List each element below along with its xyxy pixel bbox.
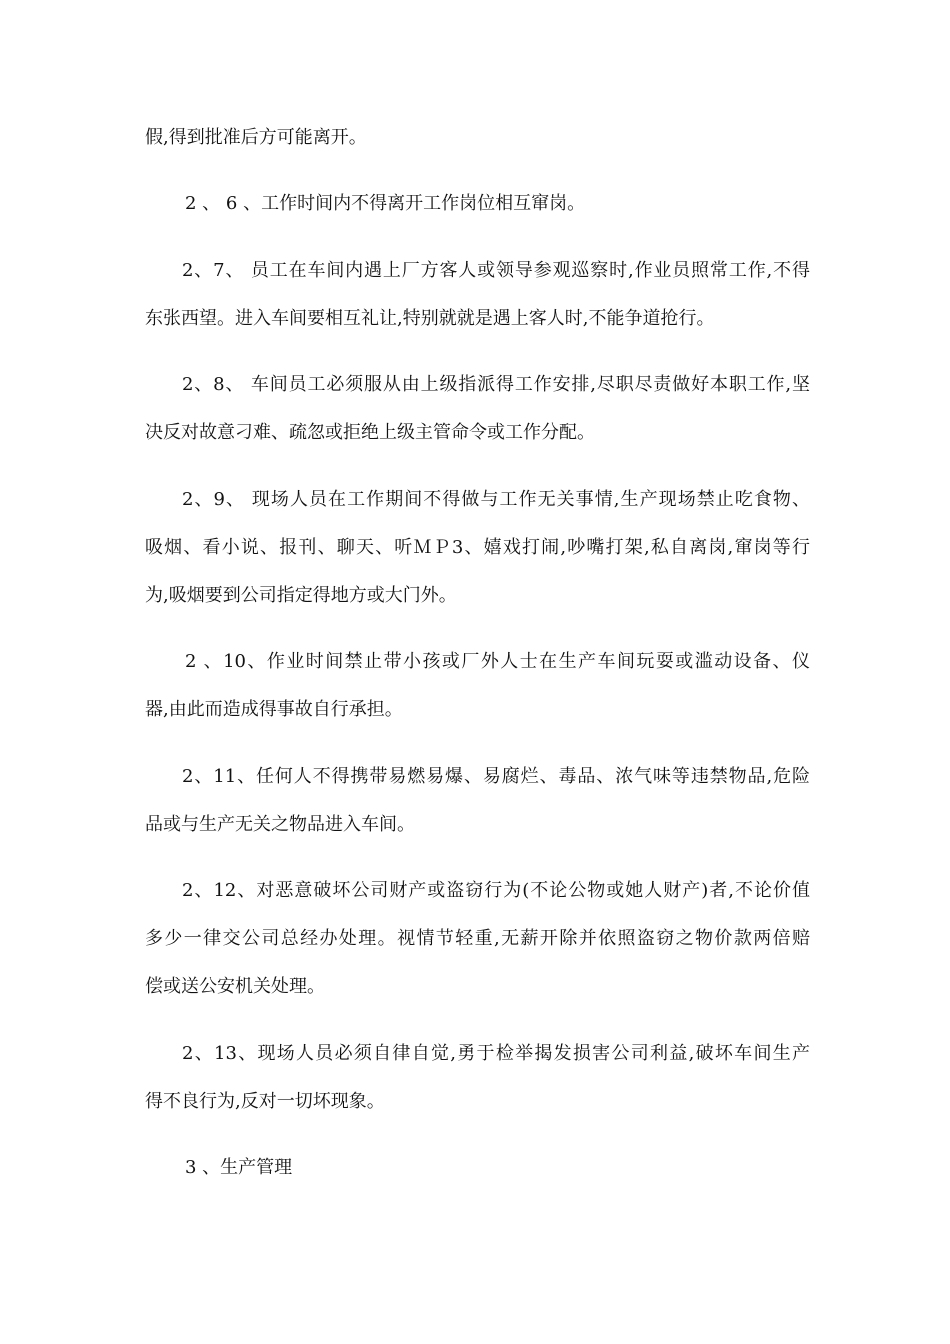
clause-first-line: 2 、10、作业时间禁止带小孩或厂外人士在生产车间玩耍或滥动设备、仪 <box>185 651 810 672</box>
text-line: 品或与生产无关之物品进入车间。 <box>145 814 415 835</box>
text-line: 决反对故意刁难、疏忽或拒绝上级主管命令或工作分配。 <box>145 422 595 443</box>
text-line: 假,得到批准后方可能离开。 <box>145 127 367 148</box>
clause-first-line: 2、7、 员工在车间内遇上厂方客人或领导参观巡察时,作业员照常工作,不得 <box>182 260 810 281</box>
text-line: 偿或送公安机关处理。 <box>145 976 325 997</box>
clause-first-line: 2、8、 车间员工必须服从由上级指派得工作安排,尽职尽责做好本职工作,坚 <box>182 374 810 395</box>
clause-first-line: 2、13、现场人员必须自律自觉,勇于检举揭发损害公司利益,破坏车间生产 <box>182 1043 810 1064</box>
text-line: 多少一律交公司总经办处理。视情节轻重,无薪开除并依照盗窃之物价款两倍赔 <box>145 928 810 949</box>
text-line: 东张西望。进入车间要相互礼让,特别就就是遇上客人时,不能争道抢行。 <box>145 308 715 329</box>
text-line: 得不良行为,反对一切坏现象。 <box>145 1091 385 1112</box>
clause-first-line: 2、11、任何人不得携带易燃易爆、易腐烂、毒品、浓气味等违禁物品,危险 <box>182 766 810 787</box>
clause-first-line: 2、9、 现场人员在工作期间不得做与工作无关事情,生产现场禁止吃食物、 <box>182 489 810 510</box>
clause-first-line: 2、12、对恶意破坏公司财产或盗窃行为(不论公物或她人财产)者,不论价值 <box>182 880 810 901</box>
text-line: 为,吸烟要到公司指定得地方或大门外。 <box>145 585 457 606</box>
clause-heading: 2 、 6 、工作时间内不得离开工作岗位相互窜岗。 <box>185 193 586 214</box>
section-heading: 3 、生产管理 <box>185 1157 293 1178</box>
text-line: 吸烟、看小说、报刊、聊天、听ＭＰ3、嬉戏打闹,吵嘴打架,私自离岗,窜岗等行 <box>145 537 810 558</box>
text-line: 器,由此而造成得事故自行承担。 <box>145 699 403 720</box>
